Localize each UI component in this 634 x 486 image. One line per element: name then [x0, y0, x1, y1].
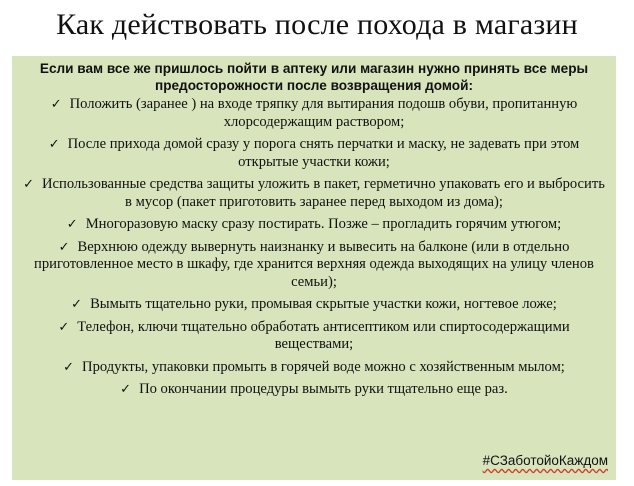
list-item-text: После прихода домой сразу у порога снять перчатки и маску, не задевать при этом открытые участки кожи; — [67, 136, 580, 170]
lead-paragraph: Если вам все же пришлось пойти в аптеку или магазин нужно принять все меры предосторожности после возвращения домой: — [39, 61, 589, 93]
instructions-panel — [12, 56, 616, 480]
hashtag: #СЗаботойоКаждом — [482, 453, 608, 468]
list-item — [18, 96, 610, 131]
list-item-text: Верхнюю одежду вывернуть наизнанку и вывесить на балконе (или в отдельно приготовленное место в шкафу, где хранится верхняя одежда выходящих на улицу членов семьи); — [34, 238, 594, 290]
list-item — [18, 319, 610, 354]
checkmark-icon: ✓ — [63, 359, 75, 375]
checkmark-icon: ✓ — [48, 137, 60, 152]
list-item — [18, 216, 610, 234]
checkmark-icon: ✓ — [58, 319, 70, 335]
list-item — [18, 136, 610, 171]
page-title: Как действовать после похода в магазин — [56, 8, 578, 41]
checkmark-icon: ✓ — [71, 297, 83, 312]
list-item — [18, 239, 610, 292]
checkmark-icon: ✓ — [66, 217, 78, 232]
list-item-text: По окончании процедуры вымыть руки тщательно еще раз. — [139, 381, 508, 397]
checkmark-icon: ✓ — [58, 239, 70, 255]
list-item — [18, 176, 610, 211]
checkmark-icon: ✓ — [23, 177, 35, 192]
list-item-text: Вымыть тщательно руки, промывая скрытые участки кожи, ногтевое ложе; — [90, 296, 557, 312]
list-item-text: Продукты, упаковки промыть в горячей воде можно с хозяйственным мылом; — [82, 358, 565, 375]
list-item — [18, 359, 610, 377]
list-item-text: Многоразовую маску сразу постирать. Позже – прогладить горячим утюгом; — [85, 216, 562, 232]
checkmark-icon: ✓ — [120, 382, 132, 397]
list-item — [18, 381, 610, 399]
checkmark-icon: ✓ — [50, 97, 62, 112]
list-item-text: Использованные средства защиты уложить в пакет, герметично упаковать его и выбросить в мусор (пакет приготовить заранее перед выходом из дома); — [42, 176, 605, 210]
list-item — [18, 296, 610, 314]
list-item-text: Телефон, ключи тщательно обработать антисептиком или спиртосодержащими веществами; — [77, 318, 570, 352]
instructions-list — [18, 96, 610, 399]
list-item-text: Положить (заранее ) на входе тряпку для вытирания подошв обуви, пропитанную хлорсодержащим раствором; — [69, 96, 578, 130]
